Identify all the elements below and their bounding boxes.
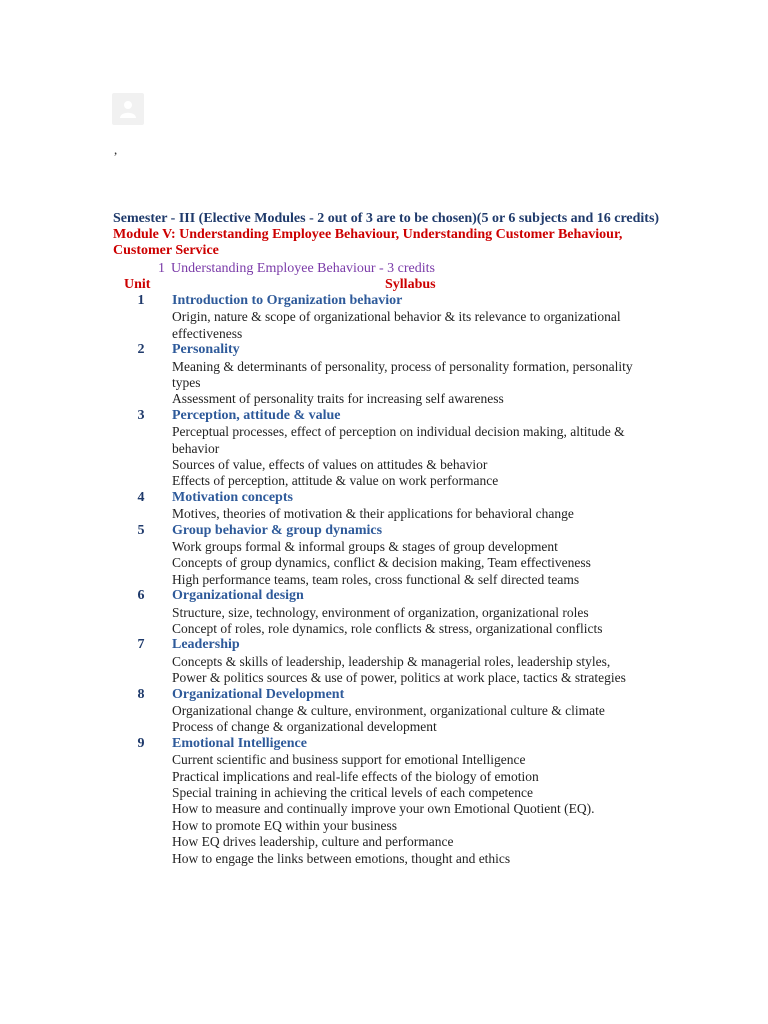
syllabus-line: Work groups formal & informal groups & stages of group development bbox=[172, 539, 558, 555]
unit-number: 3 bbox=[137, 407, 145, 423]
unit-number: 5 bbox=[137, 522, 145, 538]
syllabus-unit bbox=[0, 490, 768, 523]
unit-header-row bbox=[0, 687, 768, 703]
syllabus-table bbox=[0, 293, 768, 867]
syllabus-line: Sources of value, effects of values on attitudes & behavior bbox=[172, 457, 488, 473]
unit-number: 4 bbox=[137, 489, 145, 505]
course-heading bbox=[158, 261, 435, 277]
syllabus-line: Concepts of group dynamics, conflict & decision making, Team effectiveness bbox=[172, 555, 591, 571]
syllabus-line: Current scientific and business support for emotional Intelligence bbox=[172, 752, 526, 768]
syllabus-line: Special training in achieving the critical levels of each competence bbox=[172, 785, 533, 801]
unit-column-header: Unit bbox=[124, 277, 151, 292]
semester-heading: Semester - III (Elective Modules - 2 out of 3 are to be chosen)(5 or 6 subjects and 16 credits) bbox=[113, 211, 660, 226]
syllabus-line: Meaning & determinants of personality, process of personality formation, personality types bbox=[172, 358, 633, 390]
syllabus-unit bbox=[0, 342, 768, 408]
syllabus-unit bbox=[0, 588, 768, 637]
syllabus-unit bbox=[0, 736, 768, 867]
unit-title: Organizational design bbox=[172, 588, 304, 604]
syllabus-line: Practical implications and real-life effects of the biology of emotion bbox=[172, 768, 539, 784]
syllabus-line: Structure, size, technology, environment of organization, organizational roles bbox=[172, 604, 589, 620]
unit-header-row bbox=[0, 588, 768, 604]
unit-number: 1 bbox=[137, 293, 145, 308]
unit-title: Motivation concepts bbox=[172, 489, 293, 505]
syllabus-line: How to promote EQ within your business bbox=[172, 817, 397, 833]
syllabus-line: Organizational change & culture, environment, organizational culture & climate bbox=[172, 703, 605, 719]
module-heading: Module V: Understanding Employee Behaviour, Understanding Customer Behaviour, Customer Service bbox=[113, 227, 623, 258]
syllabus-line: Effects of perception, attitude & value on work performance bbox=[172, 473, 499, 489]
avatar[interactable] bbox=[112, 93, 144, 125]
syllabus-line: How to engage the links between emotions, thought and ethics bbox=[172, 850, 511, 866]
syllabus-line: Origin, nature & scope of organizational behavior & its relevance to organizational effectiveness bbox=[172, 309, 621, 341]
stray-comma: , bbox=[114, 142, 118, 157]
unit-header-row bbox=[0, 736, 768, 752]
syllabus-line: Concept of roles, role dynamics, role conflicts & stress, organizational conflicts bbox=[172, 621, 603, 637]
unit-header-row bbox=[0, 408, 768, 424]
syllabus-line: High performance teams, team roles, cross functional & self directed teams bbox=[172, 571, 580, 587]
syllabus-line: Motives, theories of motivation & their applications for behavioral change bbox=[172, 506, 574, 522]
unit-header-row bbox=[0, 637, 768, 653]
unit-header-row bbox=[0, 523, 768, 539]
syllabus-unit bbox=[0, 408, 768, 490]
course-number: 1 bbox=[158, 261, 165, 276]
course-title: Understanding Employee Behaviour - 3 credits bbox=[171, 261, 435, 276]
unit-number: 2 bbox=[137, 342, 145, 358]
unit-title: Introduction to Organization behavior bbox=[172, 293, 403, 308]
syllabus-line: Power & politics sources & use of power, politics at work place, tactics & strategies bbox=[172, 670, 626, 686]
syllabus-line: Concepts & skills of leadership, leadership & managerial roles, leadership styles, bbox=[172, 653, 611, 669]
unit-number: 6 bbox=[137, 588, 145, 604]
user-icon bbox=[120, 100, 136, 118]
syllabus-line: Assessment of personality traits for increasing self awareness bbox=[172, 391, 504, 407]
unit-title: Leadership bbox=[172, 637, 240, 653]
unit-number: 9 bbox=[137, 735, 145, 751]
unit-title: Group behavior & group dynamics bbox=[172, 522, 383, 538]
syllabus-unit bbox=[0, 293, 768, 342]
syllabus-unit bbox=[0, 523, 768, 589]
syllabus-line: Process of change & organizational development bbox=[172, 719, 437, 735]
unit-number: 7 bbox=[137, 637, 145, 653]
unit-title: Perception, attitude & value bbox=[172, 407, 341, 423]
unit-header-row bbox=[0, 293, 768, 309]
unit-header-row bbox=[0, 490, 768, 506]
unit-header-row bbox=[0, 342, 768, 358]
syllabus-column-header: Syllabus bbox=[385, 277, 436, 292]
syllabus-unit bbox=[0, 637, 768, 686]
unit-title: Personality bbox=[172, 342, 240, 358]
syllabus-unit bbox=[0, 687, 768, 736]
syllabus-line: How EQ drives leadership, culture and performance bbox=[172, 834, 454, 850]
syllabus-line: How to measure and continually improve your own Emotional Quotient (EQ). bbox=[172, 801, 595, 817]
syllabus-line: Perceptual processes, effect of perception on individual decision making, altitude & behavior bbox=[172, 424, 625, 456]
unit-number: 8 bbox=[137, 686, 145, 702]
unit-title: Organizational Development bbox=[172, 686, 345, 702]
unit-title: Emotional Intelligence bbox=[172, 735, 307, 751]
